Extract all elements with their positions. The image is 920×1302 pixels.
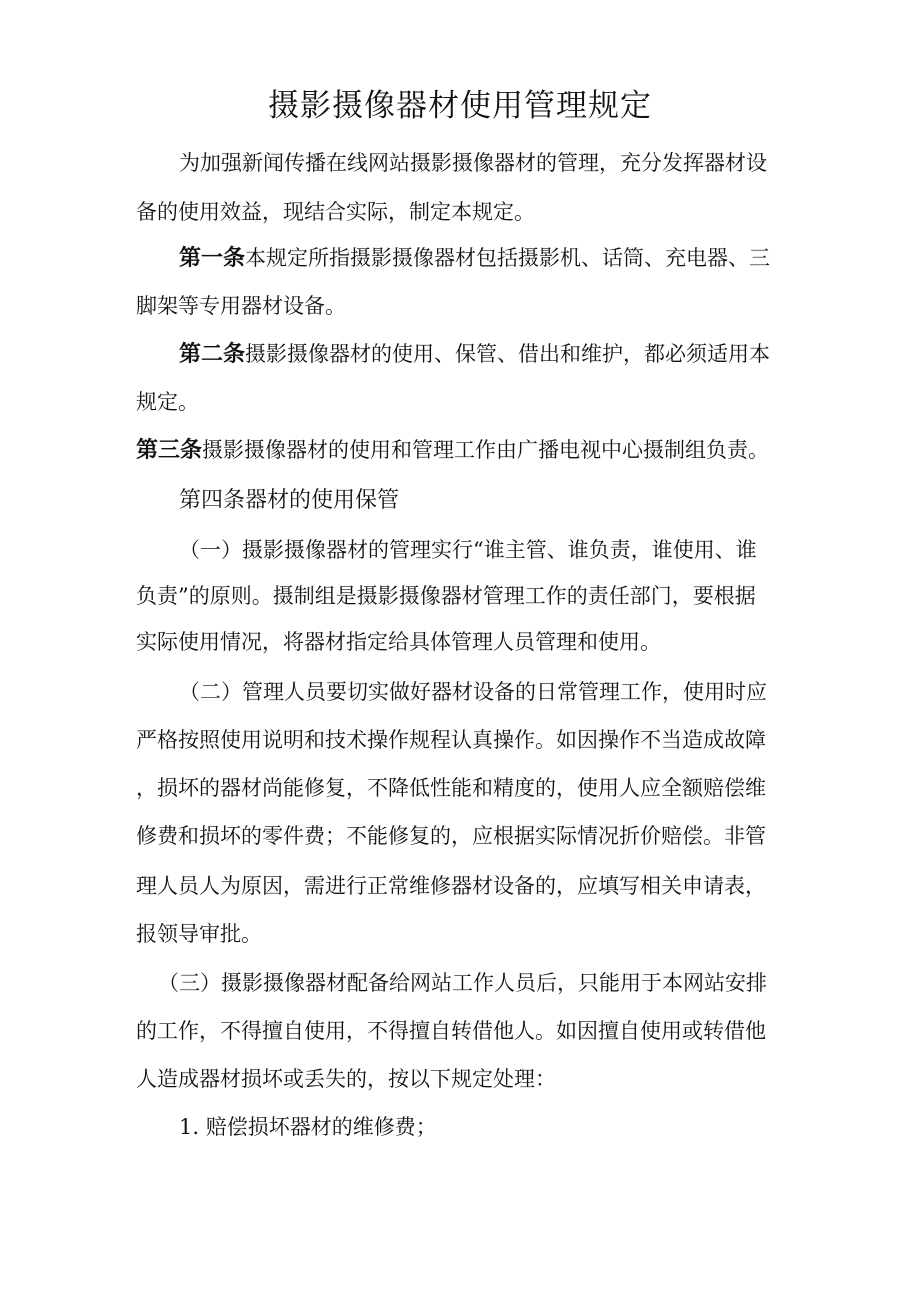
article-1-heading: 第一条 <box>179 246 246 271</box>
item-2-line-4: 修费和损坏的零件费；不能修复的，应根据实际情况折价赔偿。非管 <box>136 824 766 848</box>
article-1-line-1 <box>179 242 770 275</box>
article-2-line-1 <box>179 338 770 371</box>
document-title: 摄影摄像器材使用管理规定 <box>268 88 652 124</box>
item-2-line-5: 理人员人为原因，需进行正常维修器材设备的，应填写相关申请表， <box>136 874 766 898</box>
subitem-1-line-1: 1. 赔偿损坏器材的维修费； <box>179 1115 437 1139</box>
article-3-line-1 <box>136 434 769 467</box>
intro-line-1: 为加强新闻传播在线网站摄影摄像器材的管理，充分发挥器材设 <box>179 151 767 175</box>
article-3-heading: 第三条 <box>136 438 203 463</box>
article-3-text: 摄影摄像器材的使用和管理工作由广播电视中心摄制组负责。 <box>202 438 770 462</box>
item-3-line-1: （三）摄影摄像器材配备给网站工作人员后，只能用于本网站安排 <box>158 971 767 995</box>
article-2-heading: 第二条 <box>179 342 246 367</box>
item-2-line-3: ，损坏的器材尚能修复，不降低性能和精度的，使用人应全额赔偿维 <box>136 776 766 800</box>
item-1-line-3: 实际使用情况，将器材指定给具体管理人员管理和使用。 <box>136 630 661 654</box>
item-3-line-3: 人造成器材损坏或丢失的，按以下规定处理： <box>136 1067 556 1091</box>
item-2-line-1: （二）管理人员要切实做好器材设备的日常管理工作，使用时应 <box>179 680 767 704</box>
intro-line-2: 备的使用效益，现结合实际，制定本规定。 <box>136 200 535 224</box>
item-1-line-2: 负责”的原则。摄制组是摄影摄像器材管理工作的责任部门，要根据 <box>136 584 756 608</box>
article-4-heading: 第四条器材的使用保管 <box>179 488 400 513</box>
article-2-line-2: 规定。 <box>136 390 199 414</box>
article-1-text: 本规定所指摄影摄像器材包括摄影机、话筒、充电器、三 <box>245 246 771 270</box>
item-1-line-1: （一）摄影摄像器材的管理实行“谁主管、谁负责，谁使用、谁 <box>179 538 757 562</box>
article-1-line-2: 脚架等专用器材设备。 <box>136 294 346 318</box>
item-2-line-6: 报领导审批。 <box>136 922 262 946</box>
item-3-line-2: 的工作，不得擅自使用，不得擅自转借他人。如因擅自使用或转借他 <box>136 1019 766 1043</box>
item-2-line-2: 严格按照使用说明和技术操作规程认真操作。如因操作不当造成故障 <box>136 728 766 752</box>
article-2-text: 摄影摄像器材的使用、保管、借出和维护，都必须适用本 <box>245 342 771 366</box>
